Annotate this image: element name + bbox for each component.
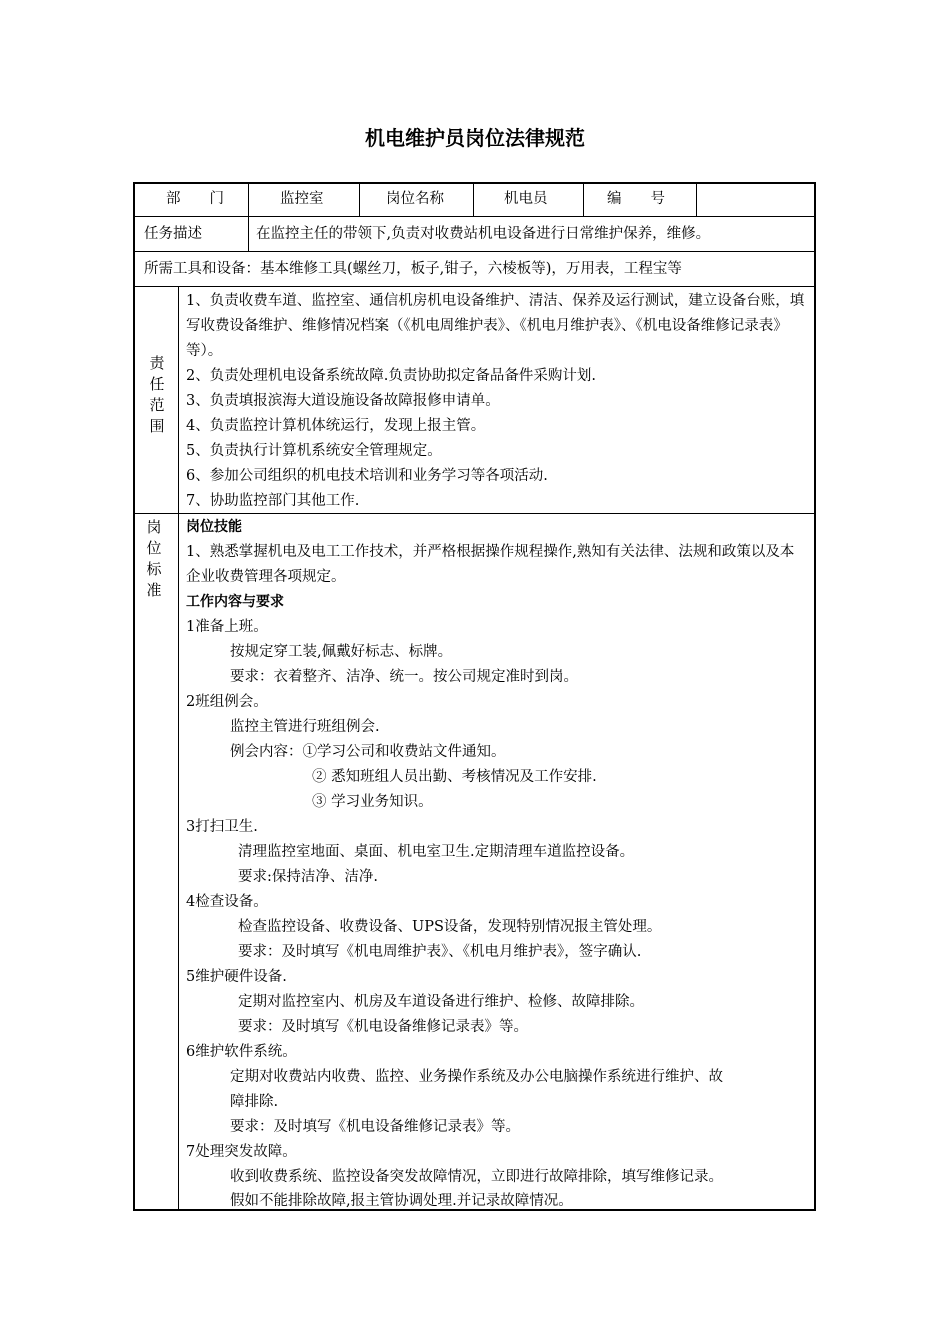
col-divider — [583, 182, 584, 216]
col-divider — [473, 182, 474, 216]
section-line: 要求：及时填写《机电设备维修记录表》等。 — [230, 1119, 520, 1135]
dept-value: 监控室 — [280, 191, 324, 207]
task-value: 在监控主任的带领下,负责对收费站机电设备进行日常维护保养，维修。 — [256, 226, 711, 242]
section-line: 例会内容：①学习公司和收费站文件通知。 — [230, 744, 506, 760]
col-divider — [248, 182, 249, 251]
task-label: 任务描述 — [144, 226, 202, 242]
row-divider — [133, 251, 816, 252]
section-line: 要求：及时填写《机电周维护表》、《机电月维护表》，签字确认. — [238, 944, 642, 960]
section-line: 定期对收费站内收费、监控、业务操作系统及办公电脑操作系统进行维护、故 — [230, 1069, 723, 1085]
section-title: 2班组例会。 — [186, 694, 268, 710]
scope-label: 责 任 范 围 — [149, 354, 165, 435]
section-line: 障排除. — [230, 1094, 279, 1110]
scope-item: 4、负责监控计算机体统运行，发现上报主管。 — [186, 418, 486, 434]
section-line: 假如不能排除故障,报主管协调处理.并记录故障情况。 — [230, 1193, 573, 1209]
col-divider — [359, 182, 360, 216]
work-heading: 工作内容与要求 — [186, 594, 284, 610]
section-line: 清理监控室地面、桌面、机电室卫生.定期清理车道监控设备。 — [238, 844, 635, 860]
post-label: 岗位名称 — [386, 191, 444, 207]
section-line: 监控主管进行班组例会. — [230, 719, 380, 735]
tools-text: 所需工具和设备：基本维修工具(螺丝刀，板子,钳子，六棱板等)，万用表，工程宝等 — [144, 261, 682, 277]
section-title: 3打扫卫生. — [186, 819, 258, 835]
section-line: ③ 学习业务知识。 — [312, 794, 433, 810]
post-value: 机电员 — [504, 191, 548, 207]
scope-item: 7、协助监控部门其他工作. — [186, 493, 360, 509]
section-line: 要求：衣着整齐、洁净、统一。按公司规定准时到岗。 — [230, 669, 578, 685]
section-title: 7处理突发故障。 — [186, 1144, 297, 1160]
section-line: 收到收费系统、监控设备突发故障情况，立即进行故障排除，填写维修记录。 — [230, 1169, 723, 1185]
section-line: 要求：及时填写《机电设备维修记录表》等。 — [238, 1019, 528, 1035]
section-title: 5维护硬件设备. — [186, 969, 287, 985]
scope-item: 2、负责处理机电设备系统故障.负责协助拟定备品备件采购计划. — [186, 368, 596, 384]
standard-label: 岗 位 标 准 — [146, 518, 162, 599]
section-title: 6维护软件系统。 — [186, 1044, 297, 1060]
section-line: 定期对监控室内、机房及车道设备进行维护、检修、故障排除。 — [238, 994, 644, 1010]
page-title: 机电维护员岗位法律规范 — [365, 126, 585, 150]
scope-item: 6、参加公司组织的机电技术培训和业务学习等各项活动. — [186, 468, 548, 484]
scope-item: 1、负责收费车道、监控室、通信机房机电设备维护、清洁、保养及运行测试，建立设备台账，填写收费设备维护、维修情况档案（《机电周维护表》、《机电月维护表》、《机电设备维修记录表》等）。 — [186, 293, 805, 359]
section-line: 按规定穿工装,佩戴好标志、标牌。 — [230, 644, 453, 660]
col-divider — [178, 286, 179, 1211]
skills-heading: 岗位技能 — [186, 519, 242, 535]
scope-item: 5、负责执行计算机系统安全管理规定。 — [186, 443, 442, 459]
row-divider — [133, 286, 816, 287]
section-title: 4检查设备。 — [186, 894, 268, 910]
section-line: 检查监控设备、收费设备、UPS设备，发现特别情况报主管处理。 — [238, 919, 662, 935]
row-divider — [133, 216, 816, 217]
scope-item: 3、负责填报滨海大道设施设备故障报修申请单。 — [186, 393, 500, 409]
number-label: 编 号 — [607, 191, 665, 207]
section-line: 要求:保持洁净、洁净. — [238, 869, 378, 885]
dept-label: 部 门 — [166, 191, 224, 207]
section-title: 1准备上班。 — [186, 619, 268, 635]
skill-item: 1、熟悉掌握机电及电工工作技术，并严格根据操作规程操作,熟知有关法律、法规和政策以及本企业收费管理各项规定。 — [186, 544, 795, 585]
col-divider — [696, 182, 697, 216]
section-line: ② 悉知班组人员出勤、考核情况及工作安排. — [312, 769, 597, 785]
